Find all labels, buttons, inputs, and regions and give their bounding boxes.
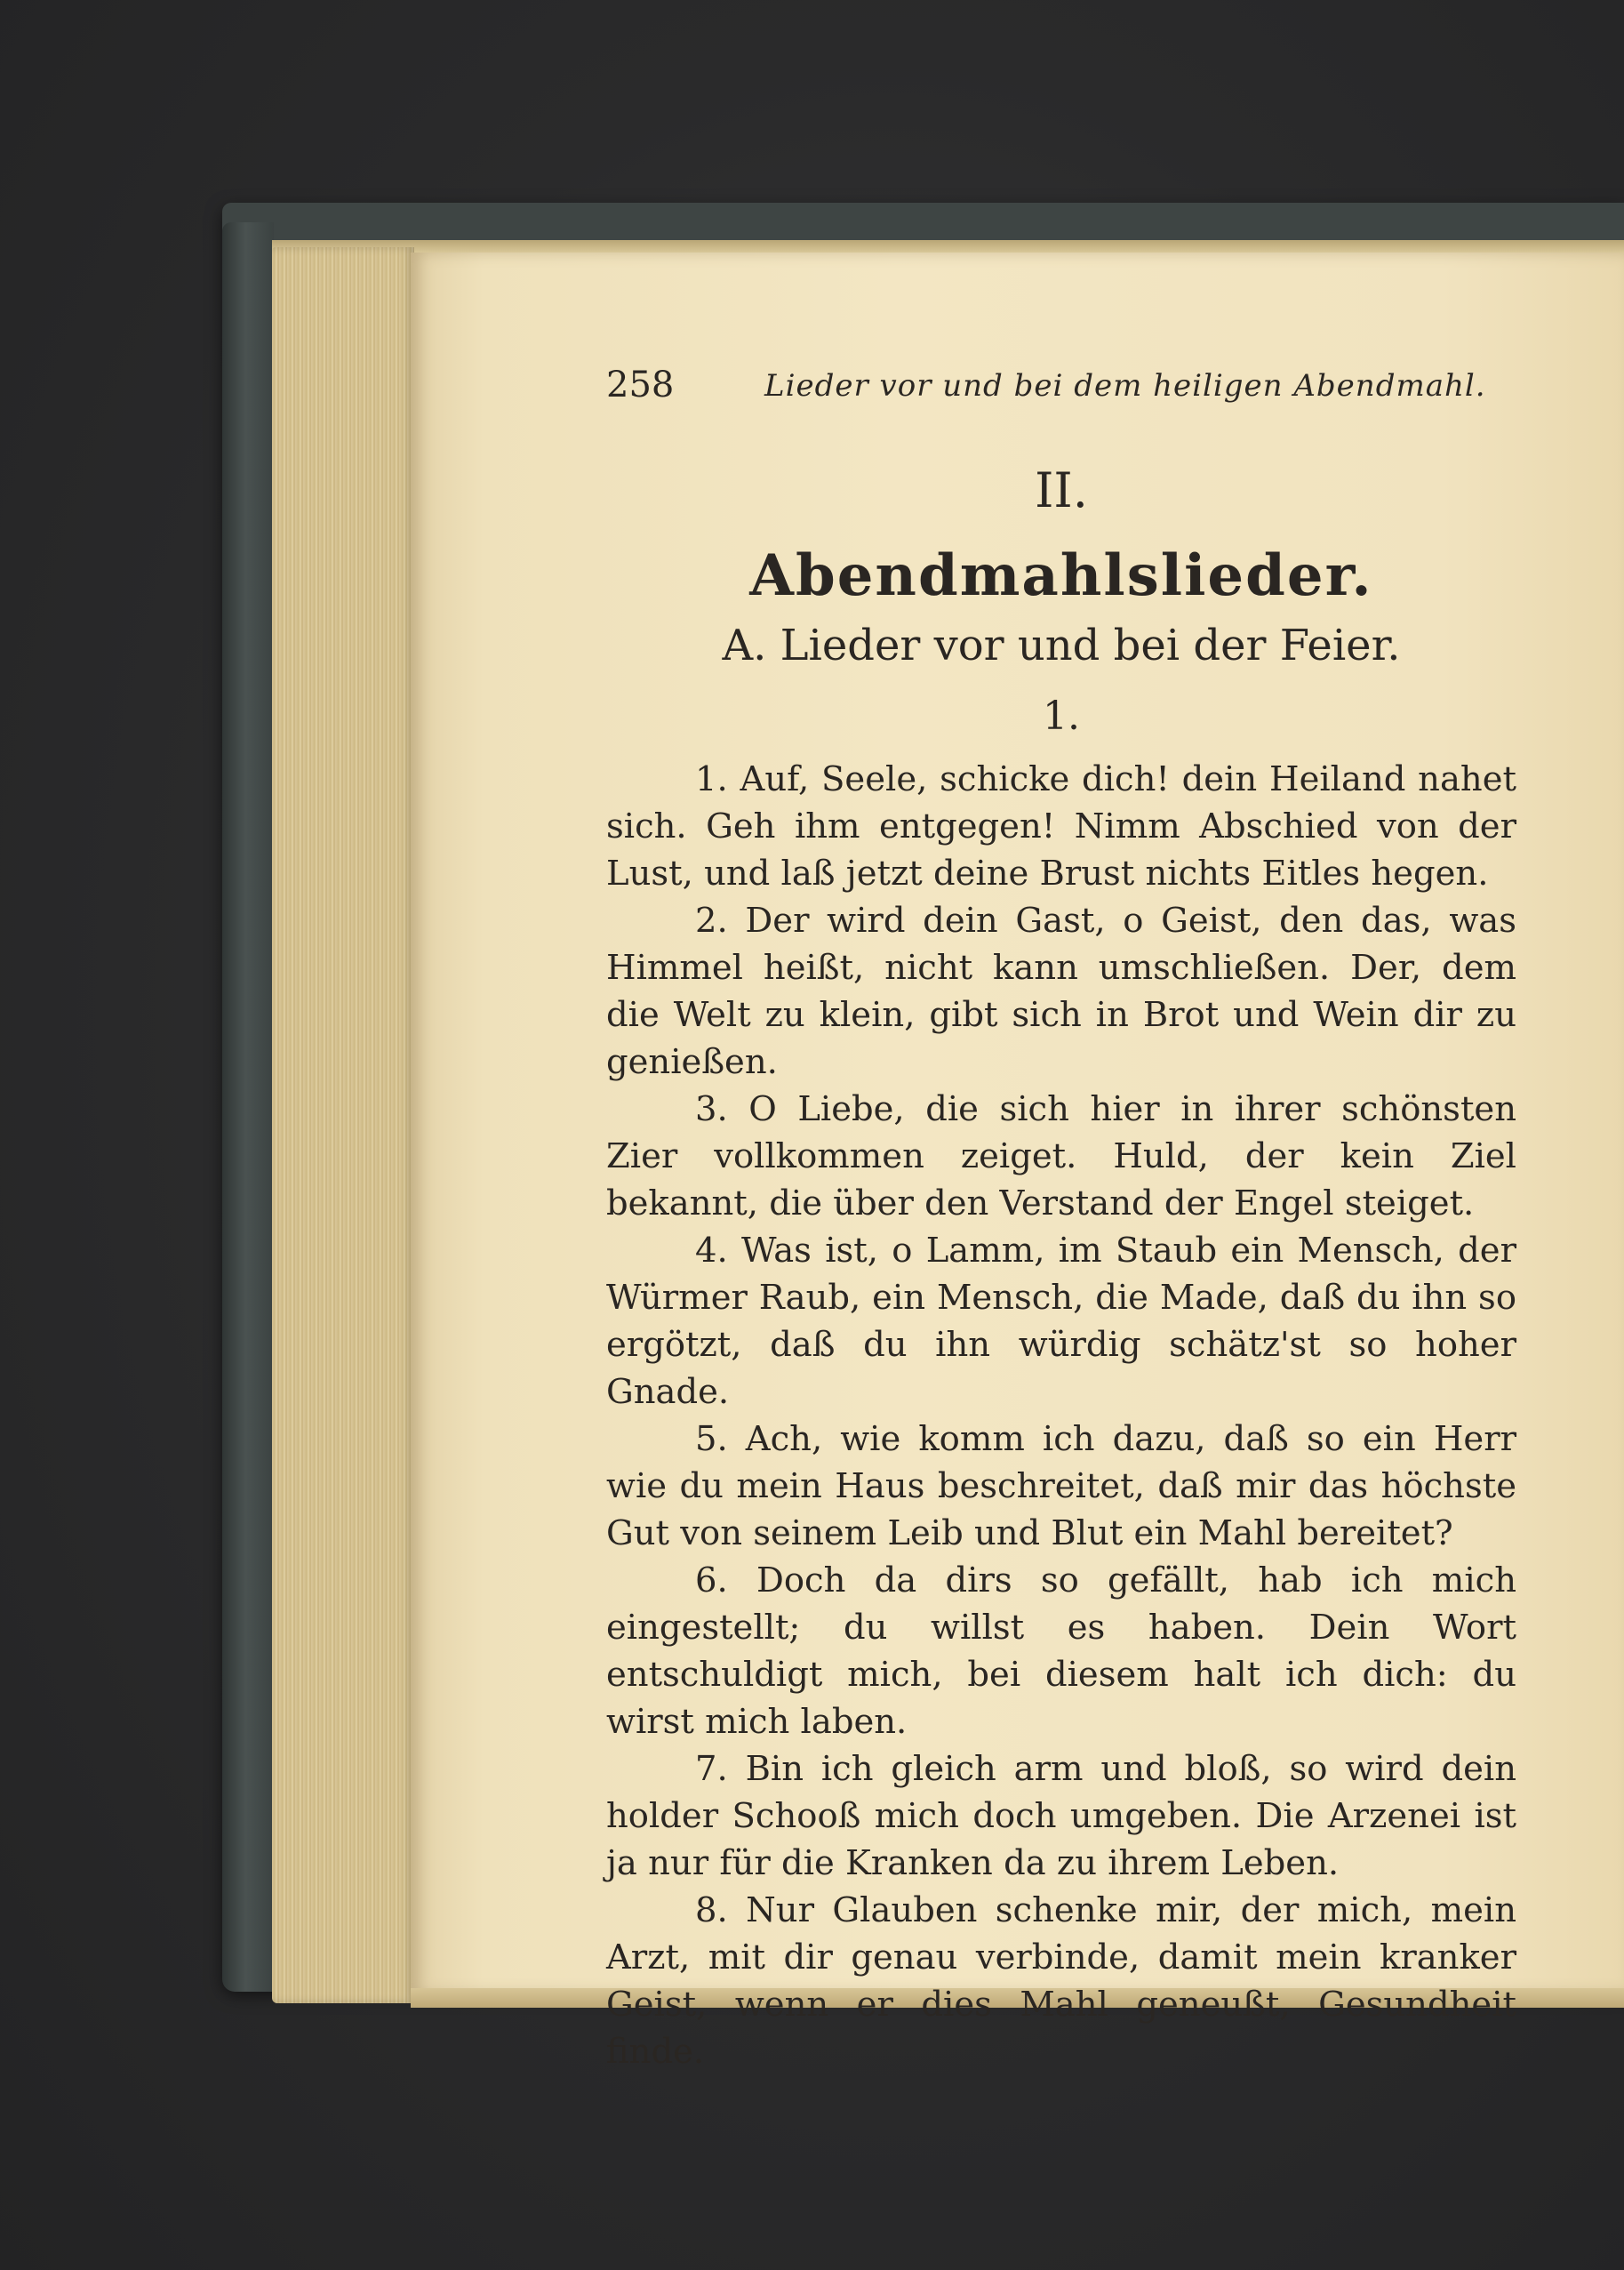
book-spine <box>222 222 274 1992</box>
verse-8: 8. Nur Glauben schenke mir, der mich, mein Arzt, mit dir genau verbinde, damit mein kranker Geist, wenn er dies Mahl geneußt, Gesundheit finde. <box>606 1890 1516 2072</box>
verse-3: 3. O Liebe, die sich hier in ihrer schönsten Zier vollkommen zeiget. Huld, der kein Ziel bekannt, die über den Verstand der Engel steiget. <box>606 1089 1516 1223</box>
verses-block <box>606 756 1516 2075</box>
running-title: Lieder vor und bei dem heiligen Abendmahl. <box>764 368 1486 404</box>
verse-7: 7. Bin ich gleich arm und bloß, so wird dein holder Schooß mich doch umgeben. Die Arzenei ist ja nur für die Kranken da zu ihrem Leben. <box>606 1749 1516 1883</box>
section-roman-numeral: II. <box>1035 462 1088 518</box>
verse-6: 6. Doch da dirs so gefällt, hab ich mich eingestellt; du willst es haben. Dein Wort entschuldigt mich, bei diesem halt ich dich: du wirst mich laben. <box>606 1560 1516 1742</box>
page-edges-stack <box>272 247 414 2003</box>
verse-5: 5. Ach, wie komm ich dazu, daß so ein Herr wie du mein Haus beschreitet, daß mir das höchste Gut von seinem Leib und Blut ein Mahl bereitet? <box>606 1419 1516 1553</box>
verse-4: 4. Was ist, o Lamm, im Staub ein Mensch, der Würmer Raub, ein Mensch, die Made, daß du ihn so ergötzt, daß du ihn würdig schätz'st so hoher Gnade. <box>606 1231 1516 1412</box>
verse-1: 1. Auf, Seele, schicke dich! dein Heiland nahet sich. Geh ihm entgegen! Nimm Abschied von der Lust, und laß jetzt deine Brust nichts Eitles hegen. <box>606 759 1516 894</box>
page-number: 258 <box>606 365 675 405</box>
section-title: Abendmahlslieder. <box>749 542 1373 609</box>
page-edges-top <box>272 240 1624 253</box>
section-subtitle: A. Lieder vor und bei der Feier. <box>722 621 1401 670</box>
running-head <box>606 365 1516 418</box>
verse-2: 2. Der wird dein Gast, o Geist, den das, was Himmel heißt, nicht kann umschließen. Der, dem die Welt zu klein, gibt sich in Brot und Wein dir zu genießen. <box>606 901 1516 1082</box>
song-number: 1. <box>1043 694 1080 739</box>
